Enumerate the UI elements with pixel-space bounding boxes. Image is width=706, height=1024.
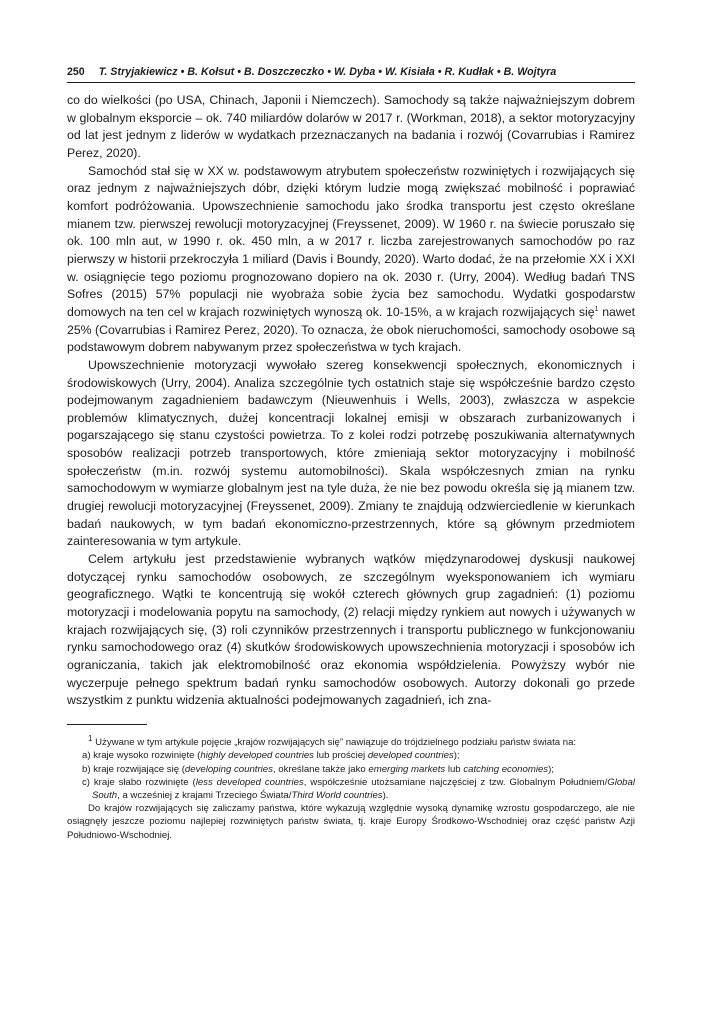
footnote-text: b) kraje rozwijające się ( [82, 763, 185, 775]
footnote-marker: 1 [88, 733, 93, 743]
footnote-term: developing countries [184, 763, 273, 775]
paragraph: Celem artykułu jest przedstawienie wybranych wątków międzynarodowej dyskusji naukowej dotyczącej rynku samochodów osobowych, ze szczególnym wyeksponowaniem ich wymiaru geograficznego. Wątki te koncentrują się wokół czterech głównych grup zagadnień: (1) poziomu motoryzacji i modelowania popytu na samochody, (2) relacji między rynkiem aut nowych i używanych w krajach rozwijających się, (3) roli czynników przestrzennych i transportu publicznego w funkcjonowaniu rynku samochodowego oraz (4) skutków środowiskowych upowszechnienia motoryzacji i sposobów ich ograniczania, takich jak elektromobilność oraz ekonomia współdzielenia. Powyższy wybór nie wyczerpuje pełnego spektrum badań rynku samochodów osobowych. Autorzy dokonali go przede wszystkim z punktu widzenia aktualności podejmowanych zagadnień, ich zna- [67, 552, 635, 708]
footnote-text: , a wcześniej z krajami Trzeciego Świata/ [117, 789, 292, 801]
footnote-item-a [67, 749, 635, 762]
body-text [67, 92, 635, 710]
running-header-authors: T. Stryjakiewicz • B. Kołsut • B. Doszczeczko • W. Dyba • W. Kisiała • R. Kudłak • B. Wojtyra [98, 66, 557, 78]
page [67, 66, 635, 842]
footnote-closing: Do krajów rozwijających się zaliczamy państwa, które wykazują względnie wysoką dynamikę wzrostu gospodarczego, ale nie osiągnęły jeszcze poziomu najlepiej rozwiniętych państw świata, tj. kraje Europy Środkowo-Wschodniej oraz część państw Azji Południowo-Wschodniej. [67, 803, 635, 841]
footnote-intro-text: Używane w tym artykule pojęcie „krajów rozwijających się” nawiązuje do trójdzielnego podziału państw świata na: [92, 737, 577, 749]
footnote-text: , określane także jako [272, 763, 369, 775]
footnote-term: Third World countries [291, 789, 383, 801]
footnote-term: developed countries [367, 750, 454, 762]
footnote-term: Global South [92, 776, 635, 801]
footnote-text: , współcześnie utożsamiane najczęściej z tzw. Globalnym Południem/ [303, 776, 608, 788]
footnote-separator [67, 724, 147, 725]
footnote-reference[interactable]: 1 [594, 305, 599, 313]
footnote-intro [67, 732, 635, 749]
running-header [67, 66, 635, 83]
footnote-term: less developed countries [195, 776, 304, 788]
page-number: 250 [67, 66, 85, 78]
footnote-text: a) kraje wysoko rozwinięte ( [82, 750, 201, 762]
paragraph-text: Samochód stał się w XX w. podstawowym atrybutem społeczeństw rozwiniętych i rozwijających się oraz jednym z najważniejszych dóbr, dzięki którym ludzie mogą zwiększać mobilność i poprawiać komfort podróżowania. Upowszechnienie samochodu jako środka transportu jest często określane mianem tzw. pierwszej rewolucji motoryzacyjnej (Freyssenet, 2009). W 1960 r. na świecie poruszało się ok. 100 mln aut, w 1990 r. ok. 450 mln, a w 2017 r. liczba zarejestrowanych samochodów po raz pierwszy w historii przekroczyła 1 miliard (Davis i Boundy, 2020). Warto dodać, że na przełomie XX i XXI w. osiągnięcie tego poziomu prognozowano dopiero na ok. 2030 r. (Urry, 2004). Według badań TNS Sofres (2015) 57% populacji nie wyobraża sobie życia bez samochodu. Wydatki gospodarstw domowych na ten cel w krajach rozwiniętych wynoszą ok. 10-15%, a w krajach rozwijających się [67, 163, 635, 319]
footnote-term: highly developed countries [200, 750, 314, 762]
footnote-text: ); [453, 750, 460, 762]
footnote-item-c [67, 776, 635, 802]
paragraph-text: nawet 25% (Covarrubias i Ramirez Perez, 2020). To oznacza, że obok nieruchomości, samochody osobowe są podstawowym dobrem nabywanym przez społeczeństwa w tych krajach. [67, 304, 636, 355]
paragraph: Upowszechnienie motoryzacji wywołało szereg konsekwencji społecznych, ekonomicznych i środowiskowych (Urry, 2004). Analiza szczególnie tych ostatnich staje się współcześnie bardzo często podejmowanym zagadnieniem badawczym (Nieuwenhuis i Wells, 2003), zwłaszcza w aspekcie problemów klimatycznych, dużej koncentracji lokalnej emisji w obszarach zurbanizowanych i pogarszającego się stanu czystości powietrza. To z kolei rodzi potrzebę poszukiwania alternatywnych sposobów realizacji potrzeb transportowych, które zmieniają sektor motoryzacyjny i mobilność społeczeństw (m.in. rozwój systemu automobilności). Skala współczesnych zmian na rynku samochodowym w wymiarze globalnym jest na tyle duża, że nie bez powodu określa się ją mianem tzw. drugiej rewolucji motoryzacyjnej (Freyssenet, 2009). Zmiany te znajdują odzwierciedlenie w kierunkach badań naukowych, w tym badań ekonomiczno-przestrzennych, które są głównym przedmiotem zainteresowania w tym artykule. [67, 357, 635, 549]
footnote-term: catching economies [463, 763, 549, 775]
footnote-text: c) kraje słabo rozwinięte ( [82, 776, 196, 788]
footnote [67, 732, 635, 842]
paragraph [67, 163, 635, 357]
footnote-text: ); [548, 763, 554, 775]
footnote-term: emerging markets [368, 763, 446, 775]
footnote-text: lub [445, 763, 464, 775]
footnote-text: lub prościej [313, 750, 368, 762]
footnote-text: ). [382, 789, 389, 801]
footnote-item-b [67, 763, 635, 776]
paragraph: co do wielkości (po USA, Chinach, Japonii i Niemczech). Samochody są także najważniejszym dobrem w globalnym eksporcie – ok. 740 miliardów dolarów w 2017 r. (Workman, 2018), a sektor motoryzacyjny od lat jest jednym z liderów w wydatkach przeznaczanych na badania i rozwój (Covarrubias i Ramirez Perez, 2020). [67, 93, 635, 160]
